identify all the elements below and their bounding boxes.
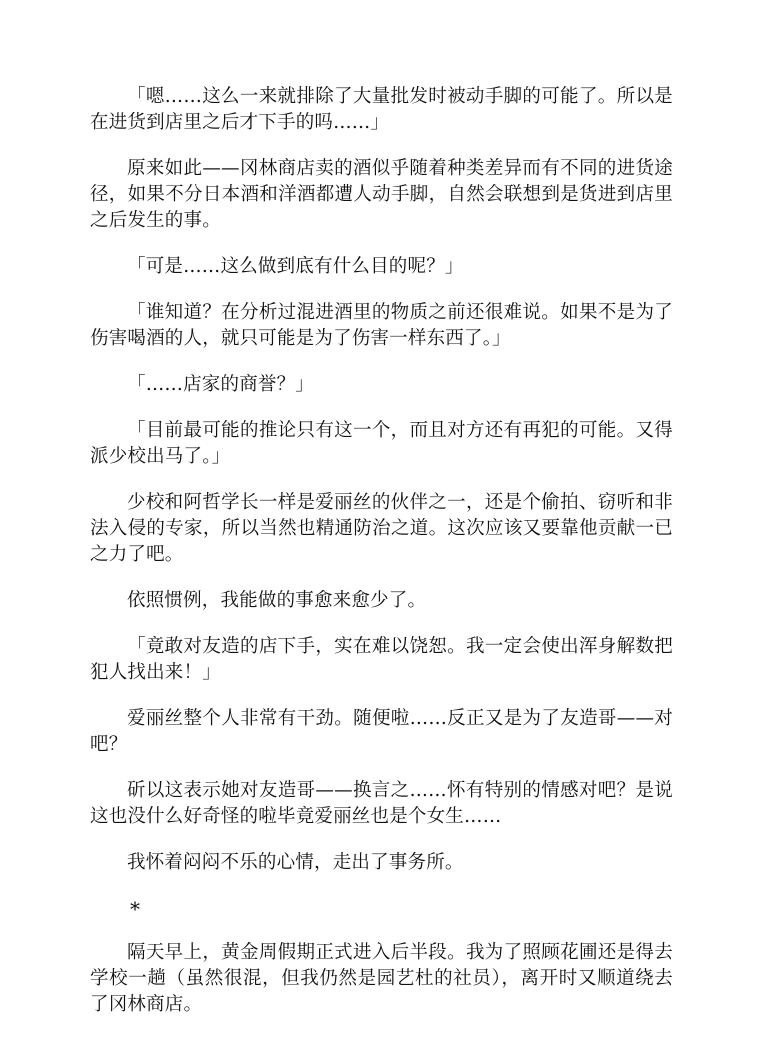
paragraph: 「竟敢对友造的店下手，实在难以饶恕。我一定会使出浑身解数把犯人找出来！」 — [90, 636, 673, 683]
paragraph: 「谁知道？在分析过混进酒里的物质之前还很难说。如果不是为了伤害喝酒的人，就只可能是为了伤害一样东西了。」 — [90, 302, 673, 349]
paragraph: 「目前最可能的推论只有这一个，而且对方还有再犯的可能。又得派少校出马了。」 — [90, 420, 673, 467]
paragraph: 爱丽丝整个人非常有干劲。随便啦……反正又是为了友造哥——对吧？ — [90, 708, 673, 755]
document-page — [90, 84, 673, 1038]
paragraph: 斫以这表示她对友造哥——换言之……怀有特别的情感对吧？是说这也没什么好奇怪的啦毕竟爱丽丝也是个女生…… — [90, 780, 673, 827]
scene-break-marker: * — [130, 897, 141, 921]
paragraph: 原来如此——冈林商店卖的酒似乎随着种类差异而有不同的进货途径，如果不分日本酒和洋酒都遭人动手脚，自然会联想到是货进到店里之后发生的事。 — [90, 158, 673, 231]
paragraph: 隔天早上，黄金周假期正式进入后半段。我为了照顾花圃还是得去学校一趟（虽然很混，但我仍然是园艺杜的社员），离开时又顺道绕去了冈林商店。 — [90, 942, 673, 1015]
paragraph: 依照惯例，我能做的事愈来愈少了。 — [127, 590, 427, 611]
paragraph: 「……店家的商誉？」 — [127, 374, 315, 395]
paragraph: 我怀着闷闷不乐的心情，走出了事务所。 — [127, 852, 464, 873]
paragraph: 「可是……这么做到底有什么目的呢？」 — [127, 256, 464, 277]
paragraph: 少校和阿哲学长一样是爱丽丝的伙伴之一，还是个偷拍、窃听和非法入侵的专家，所以当然也精通防治之道。这次应该又要靠他贡献一已之力了吧。 — [90, 492, 673, 565]
paragraph: 「嗯……这么一来就排除了大量批发时被动手脚的可能了。所以是在进货到店里之后才下手的吗……」 — [90, 86, 673, 133]
